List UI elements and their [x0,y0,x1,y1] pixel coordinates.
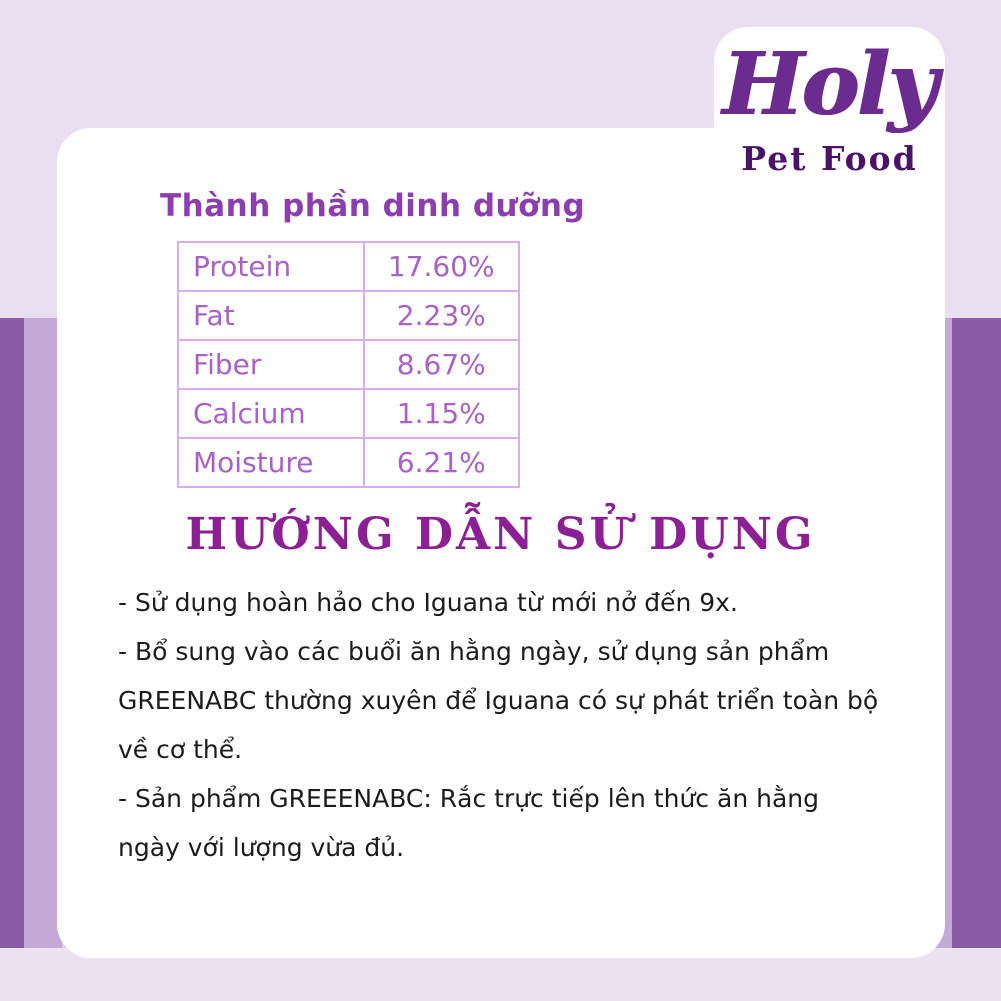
usage-line: - Bổ sung vào các buổi ăn hằng ngày, sử dụng sản phẩm GREENABC thường xuyên để Iguana có sự phát triển toàn bộ về cơ thể. [118,637,879,764]
nutrition-value: 1.15% [364,389,519,438]
decorative-stripe-left [0,318,24,948]
usage-line: - Sản phẩm GREEENABC: Rắc trực tiếp lên thức ăn hằng ngày với lượng vừa đủ. [118,784,819,862]
decorative-stripe-right [952,318,1001,948]
nutrition-label: Moisture [178,438,364,487]
nutrition-label: Fat [178,291,364,340]
nutrition-label: Calcium [178,389,364,438]
brand-logo [714,33,945,233]
table-row [178,291,519,340]
brand-logo-subtitle: Pet Food [741,139,918,178]
brand-logo-mark: Holy [722,34,937,135]
nutrition-value: 2.23% [364,291,519,340]
nutrition-label: Fiber [178,340,364,389]
usage-title: HƯỚNG DẪN SỬ DỤNG [185,509,816,560]
usage-body [118,578,880,872]
nutrition-value: 17.60% [364,242,519,291]
nutrition-value: 8.67% [364,340,519,389]
nutrition-value: 6.21% [364,438,519,487]
nutrition-label: Protein [178,242,364,291]
table-row [178,340,519,389]
nutrition-title: Thành phần dinh dưỡng [160,188,586,224]
nutrition-table [177,241,520,488]
usage-line: - Sử dụng hoàn hảo cho Iguana từ mới nở đến 9x. [118,588,738,617]
table-row [178,242,519,291]
table-row [178,389,519,438]
table-row [178,438,519,487]
